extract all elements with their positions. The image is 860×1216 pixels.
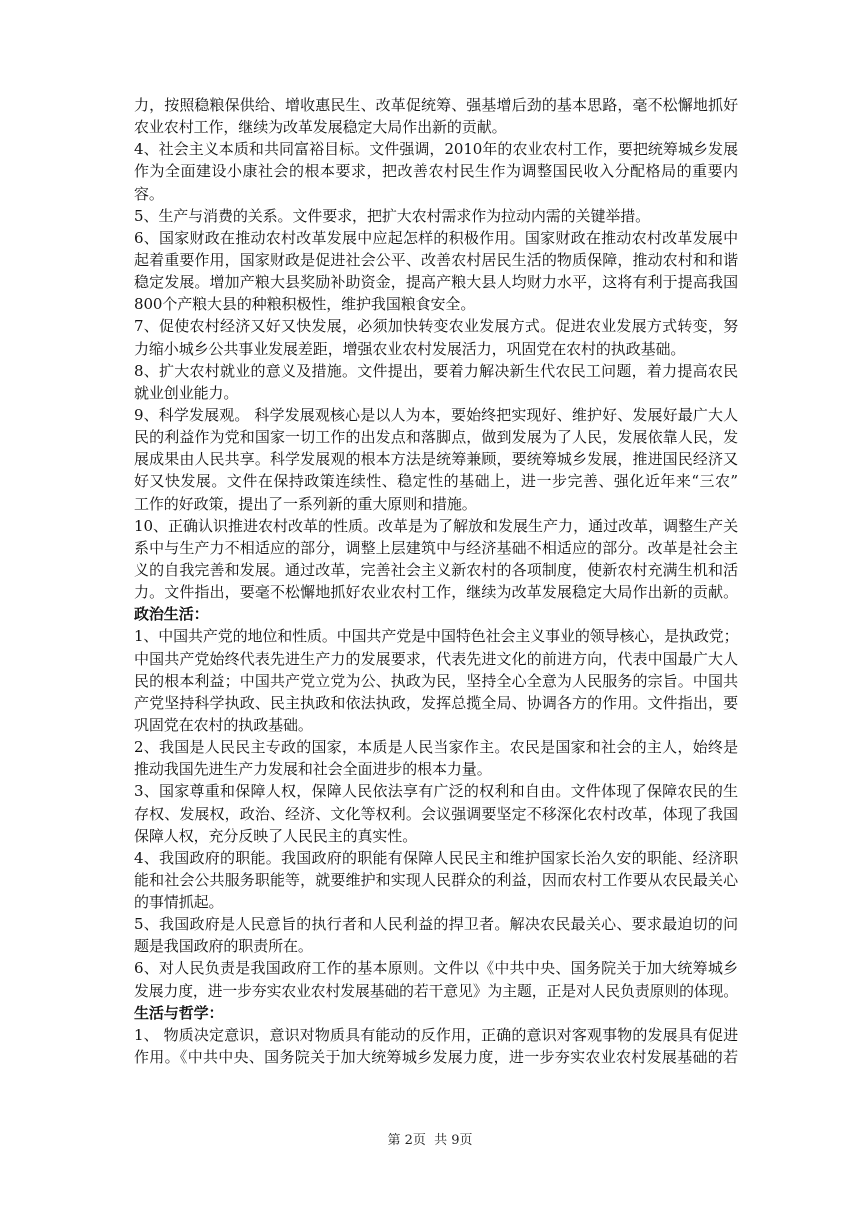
text-line: 800个产粮大县的种粮积极性，维护我国粮食安全。 — [134, 295, 476, 314]
text-line: 中国共产党始终代表先进生产力的发展要求，代表先进文化的前进方向，代表中国最广大人 — [134, 649, 738, 668]
text-line: 农业农村工作，继续为改革发展稳定大局作出新的贡献。 — [134, 118, 507, 137]
text-line: 5、生产与消费的关系。文件要求，把扩大农村需求作为拉动内需的关键举措。 — [134, 206, 651, 225]
text-line: 好又快发展。文件在保持政策连续性、稳定性的基础上，进一步完善、强化近年来“三农” — [134, 472, 738, 491]
text-line: 就业创业能力。 — [134, 383, 239, 402]
text-line: 巩固党在农村的执政基础。 — [134, 715, 313, 734]
text-line: 3、国家尊重和保障人权，保障人民依法享有广泛的权利和自由。文件体现了保障农民的生 — [134, 782, 738, 801]
text-line: 容。 — [134, 184, 164, 203]
text-line: 保障人权，充分反映了人民民主的真实性。 — [134, 826, 418, 845]
text-line: 产党坚持科学执政、民主执政和依法执政，发挥总揽全局、协调各方的作用。文件指出，要 — [134, 693, 738, 712]
text-line: 5、我国政府是人民意旨的执行者和人民利益的捍卫者。解决农民最关心、要求最迫切的问 — [134, 915, 738, 934]
text-line: 起着重要作用，国家财政是促进社会公平、改善农村居民生活的物质保障，推动农村和和谐 — [134, 250, 738, 269]
text-line: 作为全面建设小康社会的根本要求，把改善农村民生作为调整国民收入分配格局的重要内 — [134, 162, 738, 181]
text-line: 10、正确认识推进农村改革的性质。改革是为了解放和发展生产力，通过改革，调整生产关 — [134, 516, 738, 535]
page-total: 共 9页 — [434, 1133, 473, 1148]
text-line: 1、 物质决定意识，意识对物质具有能动的反作用，正确的意识对客观事物的发展具有促进 — [134, 1025, 738, 1044]
document-body — [134, 94, 738, 1068]
page-number: 第 2页 — [387, 1133, 426, 1148]
text-line: 发展力度，进一步夯实农业农村发展基础的若干意见》为主题，正是对人民负责原则的体现。 — [134, 981, 738, 1000]
text-line: 9、科学发展观。 科学发展观核心是以人为本，要始终把实现好、维护好、发展好最广大人 — [134, 405, 738, 424]
text-line: 能和社会公共服务职能等，就要维护和实现人民群众的利益，因而农村工作要从农民最关心 — [134, 870, 738, 889]
text-line: 4、我国政府的职能。我国政府的职能有保障人民民主和维护国家长治久安的职能、经济职 — [134, 848, 738, 867]
text-line: 民的利益作为党和国家一切工作的出发点和落脚点，做到发展为了人民，发展依靠人民，发 — [134, 428, 738, 447]
text-line: 题是我国政府的职责所在。 — [134, 937, 313, 956]
text-line: 力。文件指出，要毫不松懈地抓好农业农村工作，继续为改革发展稳定大局作出新的贡献。 — [134, 583, 738, 602]
text-line: 6、对人民负责是我国政府工作的基本原则。文件以《中共中央、国务院关于加大统筹城乡 — [134, 959, 738, 978]
text-line: 推动我国先进生产力发展和社会全面进步的根本力量。 — [134, 760, 492, 779]
text-line: 展成果由人民共享。科学发展观的根本方法是统筹兼顾，要统筹城乡发展，推进国民经济又 — [134, 450, 738, 469]
text-line: 存权、发展权，政治、经济、文化等权利。会议强调要坚定不移深化农村改革，体现了我国 — [134, 804, 738, 823]
text-line: 6、国家财政在推动农村改革发展中应起怎样的积极作用。国家财政在推动农村改革发展中 — [134, 228, 738, 247]
section-heading: 生活与哲学： — [134, 1003, 224, 1022]
text-line: 7、促使农村经济又好又快发展，必须加快转变农业发展方式。促进农业发展方式转变，努 — [134, 317, 738, 336]
text-line: 8、扩大农村就业的意义及措施。文件提出，要着力解决新生代农民工问题，着力提高农民 — [134, 361, 738, 380]
text-line: 力，按照稳粮保供给、增收惠民生、改革促统筹、强基增后劲的基本思路，毫不松懈地抓好 — [134, 96, 738, 114]
text-line: 4、社会主义本质和共同富裕目标。文件强调，2010年的农业农村工作，要把统筹城乡发展 — [134, 140, 738, 159]
text-line: 作用。《中共中央、国务院关于加大统筹城乡发展力度，进一步夯实农业农村发展基础的若 — [134, 1048, 738, 1067]
text-line: 的事情抓起。 — [134, 893, 224, 912]
text-line: 1、中国共产党的地位和性质。中国共产党是中国特色社会主义事业的领导核心，是执政党； — [134, 627, 739, 646]
text-line: 义的自我完善和发展。通过改革，完善社会主义新农村的各项制度，使新农村充满生机和活 — [134, 560, 738, 579]
page-footer — [0, 1129, 860, 1148]
text-line: 稳定发展。增加产粮大县奖励补助资金，提高产粮大县人均财力水平，这将有利于提高我国 — [134, 273, 738, 292]
text-line: 力缩小城乡公共事业发展差距，增强农业农村发展活力，巩固党在农村的执政基础。 — [134, 339, 686, 358]
text-line: 民的根本利益；中国共产党立党为公、执政为民，坚持全心全意为人民服务的宗旨。中国共 — [134, 671, 738, 690]
text-line: 工作的好政策，提出了一系列新的重大原则和措施。 — [134, 494, 477, 513]
section-heading: 政治生活： — [134, 605, 209, 624]
text-line: 系中与生产力不相适应的部分，调整上层建筑中与经济基础不相适应的部分。改革是社会主 — [134, 538, 738, 557]
text-line: 2、我国是人民民主专政的国家，本质是人民当家作主。农民是国家和社会的主人，始终是 — [134, 738, 738, 757]
